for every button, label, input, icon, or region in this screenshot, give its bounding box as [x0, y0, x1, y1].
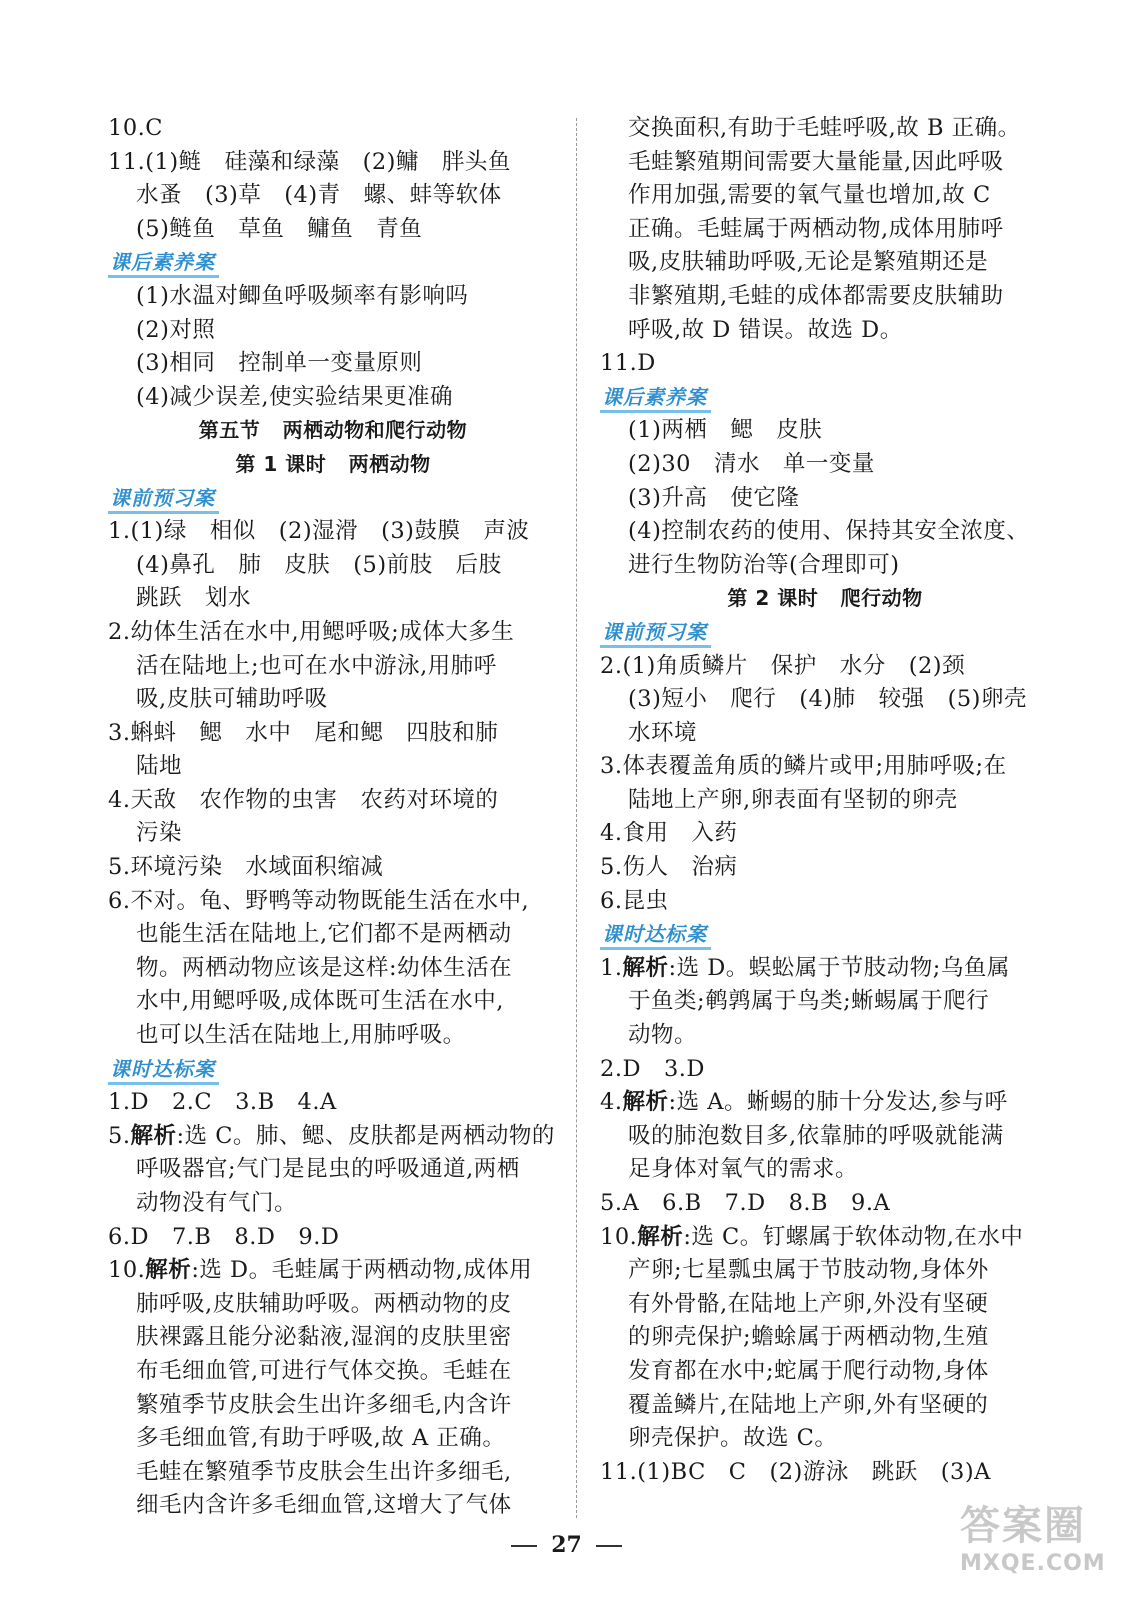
- answer-line: 繁殖季节皮肤会生出许多细毛,内含许: [136, 1391, 512, 1418]
- answer-line: 的卵壳保护;蟾蜍属于两栖动物,生殖: [628, 1324, 989, 1351]
- section-heading-preview: 课前预习案: [108, 485, 219, 514]
- answer-line: 陆地: [136, 753, 183, 780]
- section-heading-after-class: 课后素养案: [600, 384, 711, 413]
- left-column: [108, 112, 558, 1523]
- answer-line: (4)减少误差,使实验结果更准确: [136, 383, 454, 410]
- answer-line: 2.(1)角质鳞片 保护 水分 (2)颈: [600, 652, 966, 679]
- answer-line: 4.天敌 农作物的虫害 农药对环境的: [108, 786, 499, 813]
- answer-line: 足身体对氧气的需求。: [628, 1156, 859, 1183]
- answer-line: 卵壳保护。故选 C。: [628, 1425, 838, 1452]
- answer-line: 4.解析:选 A。蜥蜴的肺十分发达,参与呼: [600, 1089, 1008, 1116]
- answer-line: 11.(1)BC C (2)游泳 跳跃 (3)A: [600, 1458, 991, 1485]
- answer-line: 非繁殖期,毛蛙的成体都需要皮肤辅助: [628, 282, 1004, 309]
- answer-line: 10.C: [108, 115, 163, 141]
- answer-line: 动物。: [628, 1022, 698, 1049]
- answer-line: 物。两栖动物应该是这样:幼体生活在: [136, 954, 513, 981]
- column-divider: [576, 118, 577, 1518]
- answer-line: 1.D 2.C 3.B 4.A: [108, 1089, 337, 1116]
- chapter-title: 第五节 两栖动物和爬行动物: [198, 418, 468, 443]
- answer-line: 10.解析:选 D。毛蛙属于两栖动物,成体用: [108, 1257, 533, 1284]
- answer-line: 跳跃 划水: [136, 585, 251, 612]
- answer-line: (3)短小 爬行 (4)肺 较强 (5)卵壳: [628, 686, 1027, 713]
- answer-line: (2)30 清水 单一变量: [628, 450, 875, 477]
- answer-line: 4.食用 入药: [600, 820, 738, 847]
- page-number: 27: [0, 1532, 1133, 1558]
- answer-line: 布毛细血管,可进行气体交换。毛蛙在: [136, 1357, 512, 1384]
- answer-line: 呼吸器官;气门是昆虫的呼吸通道,两栖: [136, 1156, 520, 1183]
- answer-line: 活在陆地上;也可在水中游泳,用肺呼: [136, 652, 497, 679]
- answer-line: 肤裸露且能分泌黏液,湿润的皮肤里密: [136, 1324, 512, 1351]
- answer-line: 多毛细血管,有助于呼吸,故 A 正确。: [136, 1425, 506, 1452]
- answer-line: 6.不对。龟、野鸭等动物既能生活在水中,: [108, 887, 530, 914]
- answer-line: 污染: [136, 820, 183, 847]
- answer-line: (5)鲢鱼 草鱼 鳙鱼 青鱼: [136, 215, 423, 242]
- section-heading-after-class: 课后素养案: [108, 249, 219, 278]
- answer-line: (1)两栖 鳃 皮肤: [628, 417, 823, 444]
- answer-line: 陆地上产卵,卵表面有坚韧的卵壳: [628, 786, 958, 813]
- answer-line: 交换面积,有助于毛蛙呼吸,故 B 正确。: [628, 115, 1021, 141]
- answer-line: 2.幼体生活在水中,用鳃呼吸;成体大多生: [108, 618, 515, 645]
- answer-line: 正确。毛蛙属于两栖动物,成体用肺呼: [628, 215, 1004, 242]
- right-column: [600, 112, 1050, 1489]
- answer-line: 水中,用鳃呼吸,成体既可生活在水中,: [136, 988, 504, 1015]
- answer-line: (2)对照: [136, 316, 216, 343]
- section-heading-standard: 课时达标案: [600, 921, 711, 950]
- answer-line: 2.D 3.D: [600, 1055, 705, 1082]
- answer-line: 作用加强,需要的氧气量也增加,故 C: [628, 182, 991, 209]
- section-heading-preview: 课前预习案: [600, 619, 711, 648]
- lesson-title: 第 2 课时 爬行动物: [727, 586, 923, 611]
- answer-line: 进行生物防治等(合理即可): [628, 551, 900, 578]
- answer-line: 3.体表覆盖角质的鳞片或甲;用肺呼吸;在: [600, 753, 1007, 780]
- answer-line: 有外骨骼,在陆地上产卵,外没有坚硬: [628, 1290, 989, 1317]
- answer-line: (1)水温对鲫鱼呼吸频率有影响吗: [136, 282, 469, 309]
- answer-line: (4)控制农药的使用、保持其安全浓度、: [628, 518, 1030, 545]
- answer-line: 呼吸,故 D 错误。故选 D。: [628, 316, 903, 343]
- answer-line: 11.D: [600, 350, 656, 377]
- answer-line: 5.解析:选 C。肺、鳃、皮肤都是两栖动物的: [108, 1122, 555, 1149]
- answer-line: 吸,皮肤辅助呼吸,无论是繁殖期还是: [628, 249, 989, 276]
- answer-line: 覆盖鳞片,在陆地上产卵,外有坚硬的: [628, 1391, 989, 1418]
- answer-line: 吸,皮肤可辅助呼吸: [136, 686, 328, 713]
- answer-line: 也能生活在陆地上,它们都不是两栖动: [136, 921, 512, 948]
- answer-line: 11.(1)鲢 硅藻和绿藻 (2)鳙 胖头鱼: [108, 148, 511, 175]
- lesson-title: 第 1 课时 两栖动物: [235, 451, 431, 476]
- answer-line: 6.昆虫: [600, 887, 669, 914]
- answer-line: 5.A 6.B 7.D 8.B 9.A: [600, 1190, 891, 1216]
- answer-line: (4)鼻孔 肺 皮肤 (5)前肢 后肢: [136, 551, 502, 578]
- answer-line: 肺呼吸,皮肤辅助呼吸。两栖动物的皮: [136, 1290, 512, 1317]
- answer-line: 吸的肺泡数目多,依靠肺的呼吸就能满: [628, 1122, 1004, 1149]
- answer-line: 1.(1)绿 相似 (2)湿滑 (3)鼓膜 声波: [108, 518, 530, 545]
- answer-line: 5.伤人 治病: [600, 854, 738, 881]
- answer-line: 毛蛙在繁殖季节皮肤会生出许多细毛,: [136, 1458, 512, 1485]
- answer-line: 6.D 7.B 8.D 9.D: [108, 1223, 340, 1250]
- answer-line: 10.解析:选 C。钉螺属于软体动物,在水中: [600, 1223, 1024, 1250]
- answer-line: 动物没有气门。: [136, 1190, 298, 1216]
- answer-line: 毛蛙繁殖期间需要大量能量,因此呼吸: [628, 148, 1004, 175]
- answer-line: 水蚤 (3)草 (4)青 螺、蚌等软体: [136, 182, 502, 209]
- answer-line: 水环境: [628, 719, 698, 746]
- answer-line: 细毛内含许多毛细血管,这增大了气体: [136, 1492, 512, 1519]
- answer-line: 1.解析:选 D。蜈蚣属于节肢动物;乌鱼属: [600, 954, 1010, 981]
- answer-line: 5.环境污染 水域面积缩减: [108, 854, 384, 881]
- section-heading-standard: 课时达标案: [108, 1056, 219, 1085]
- answer-line: 也可以生活在陆地上,用肺呼吸。: [136, 1022, 466, 1049]
- answer-line: 于鱼类;鹌鹑属于鸟类;蜥蜴属于爬行: [628, 988, 990, 1015]
- answer-line: 3.蝌蚪 鳃 水中 尾和鳃 四肢和肺: [108, 719, 499, 746]
- answer-line: 发育都在水中;蛇属于爬行动物,身体: [628, 1357, 989, 1384]
- answer-line: (3)相同 控制单一变量原则: [136, 350, 423, 377]
- watermark-logo: 答案圈 MXQE.COM: [960, 1503, 1106, 1576]
- answer-line: 产卵;七星瓢虫属于节肢动物,身体外: [628, 1257, 989, 1284]
- answer-line: (3)升高 使它隆: [628, 484, 800, 511]
